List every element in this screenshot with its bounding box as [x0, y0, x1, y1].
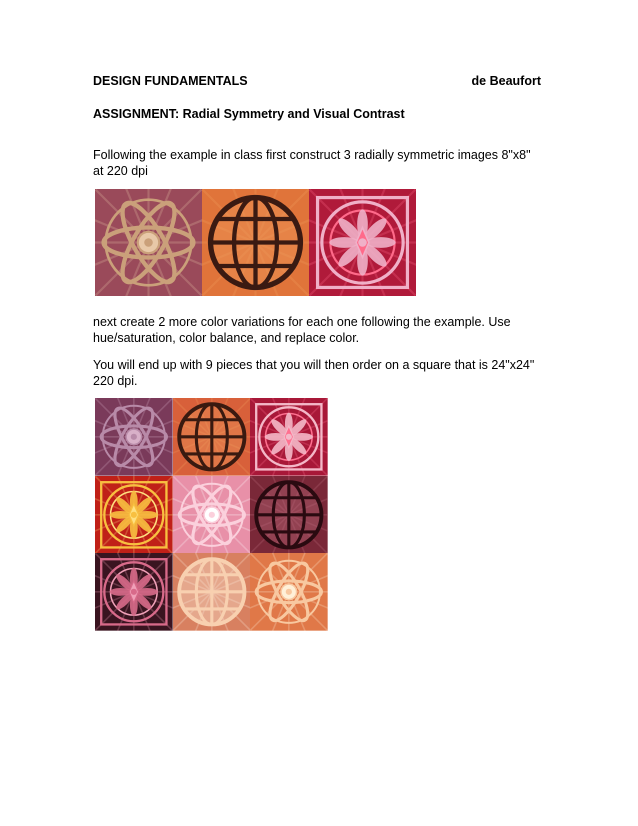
globe-motif-tile [250, 476, 328, 554]
globe-motif-tile [202, 189, 309, 296]
assignment-title: ASSIGNMENT: Radial Symmetry and Visual Contrast [93, 107, 405, 121]
instruction-paragraph-2: next create 2 more color variations for each one following the example. Use hue/saturation, color balance, and replace color. [93, 315, 511, 345]
mandala-motif-tile [250, 398, 328, 476]
instruction-paragraph-1: Following the example in class first construct 3 radially symmetric images 8"x8" at 220 dpi [93, 148, 531, 178]
grid-tile [95, 398, 173, 476]
atom-motif-tile [95, 189, 202, 296]
grid-tile [250, 398, 328, 476]
example-grid-image [95, 398, 328, 631]
instructor-name: de Beaufort [471, 74, 541, 88]
atom-motif-tile [95, 398, 173, 476]
grid-tile [173, 398, 251, 476]
course-title: DESIGN FUNDAMENTALS [93, 74, 248, 88]
example-strip-image [95, 189, 416, 296]
grid-tile [250, 553, 328, 631]
grid-tile [95, 476, 173, 554]
strip-tile [95, 189, 202, 296]
globe-motif-tile [173, 553, 251, 631]
grid-tile [250, 476, 328, 554]
strip-tile [202, 189, 309, 296]
atom-motif-tile [173, 476, 251, 554]
mandala-motif-tile [309, 189, 416, 296]
atom-motif-tile [250, 553, 328, 631]
strip-tile [309, 189, 416, 296]
mandala-motif-tile [95, 553, 173, 631]
globe-motif-tile [173, 398, 251, 476]
grid-tile [95, 553, 173, 631]
grid-tile [173, 476, 251, 554]
mandala-motif-tile [95, 476, 173, 554]
instruction-paragraph-3: You will end up with 9 pieces that you will then order on a square that is 24"x24" 220 dpi. [93, 358, 535, 388]
grid-tile [173, 553, 251, 631]
